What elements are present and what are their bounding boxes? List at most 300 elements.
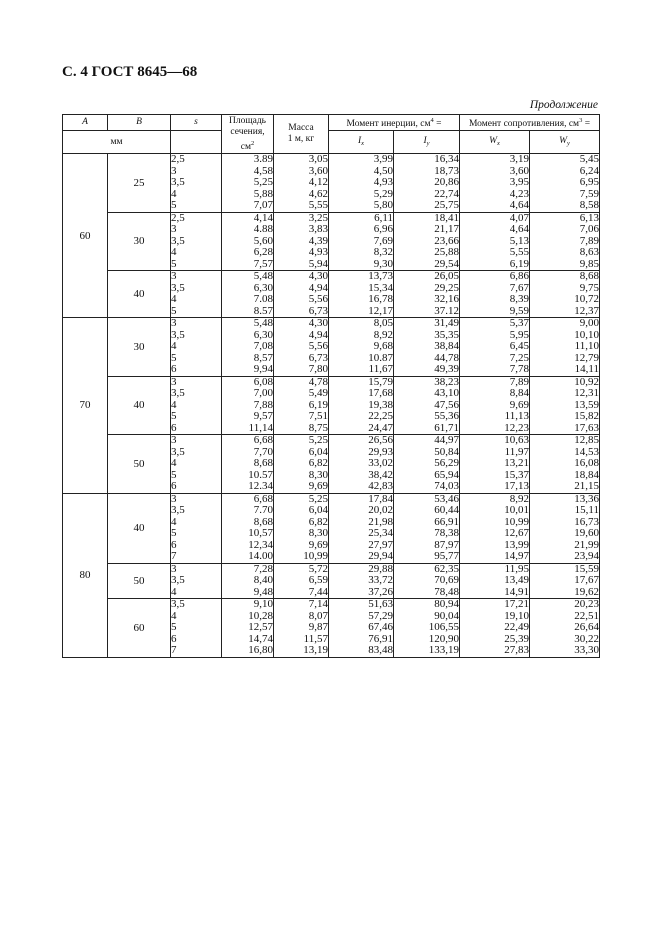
value-thickness: 4 <box>171 246 177 258</box>
value-wx: 8,39 <box>509 293 529 305</box>
value-ix: 13,73 <box>368 270 393 282</box>
cell-iy <box>394 318 460 377</box>
value-area: 12,34 <box>248 538 273 551</box>
table-row <box>63 599 600 658</box>
value-wy: 12,79 <box>574 351 600 364</box>
value-ix: 9,30 <box>373 257 393 270</box>
value-wy: 6,24 <box>579 164 600 177</box>
cell-iy <box>394 154 460 213</box>
value-area: 8,68 <box>253 457 273 469</box>
value-thickness: 4 <box>171 585 177 598</box>
value-area: 16,80 <box>248 644 273 656</box>
value-wx: 6,19 <box>509 257 529 270</box>
value-iy: 18,73 <box>434 164 459 177</box>
value-wy: 21,15 <box>574 480 600 492</box>
value-thickness: 3 <box>171 317 177 329</box>
value-wx: 8,92 <box>509 492 529 505</box>
value-mass: 9,87 <box>308 621 328 633</box>
value-wy: 13,36 <box>574 492 600 505</box>
value-iy: 47,56 <box>434 398 459 411</box>
value-ix: 21,98 <box>368 515 393 528</box>
value-area: 10,28 <box>248 609 273 622</box>
value-wy: 9,75 <box>579 281 600 294</box>
value-thickness: 5 <box>171 257 177 270</box>
value-mass: 4,78 <box>308 375 328 388</box>
value-thickness: 5 <box>171 410 177 422</box>
cell-mass <box>274 493 329 563</box>
value-wx: 27,83 <box>504 644 529 656</box>
value-thickness: 5 <box>171 621 177 633</box>
header-mass-line1: Масса <box>288 123 314 133</box>
cell-wx <box>460 599 530 658</box>
value-mass: 5,94 <box>308 257 328 270</box>
value-mass: 9,69 <box>308 538 328 551</box>
value-mass: 7,44 <box>308 585 328 598</box>
value-area: 5,60 <box>253 234 273 247</box>
value-wy: 8,58 <box>579 199 600 211</box>
value-mass: 6,59 <box>308 574 328 586</box>
value-ix: 83,48 <box>368 644 393 656</box>
value-area: 4.88 <box>253 223 273 235</box>
value-mass: 6,04 <box>308 445 328 458</box>
cell-b: 40 <box>108 493 171 563</box>
value-iy: 38,23 <box>434 375 459 388</box>
value-iy: 61,71 <box>434 421 459 434</box>
cell-area <box>222 493 274 563</box>
value-thickness: 3,5 <box>171 504 185 516</box>
value-wy: 10,92 <box>574 375 600 388</box>
value-wy: 6,13 <box>579 211 600 224</box>
cell-mass <box>274 154 329 213</box>
value-iy: 50,84 <box>434 445 459 458</box>
value-wx: 12,23 <box>504 421 529 434</box>
value-thickness: 3,5 <box>171 387 185 399</box>
value-thickness: 4 <box>171 398 177 411</box>
value-area: 8,40 <box>253 574 273 586</box>
value-ix: 17,68 <box>368 387 393 399</box>
value-area: 9,48 <box>253 585 273 598</box>
value-wx: 4,64 <box>509 223 529 235</box>
cell-area <box>222 318 274 377</box>
value-ix: 8,05 <box>373 317 393 329</box>
value-wy: 18,84 <box>574 468 600 481</box>
value-mass: 8,07 <box>308 609 328 622</box>
value-wy: 21,99 <box>574 538 600 551</box>
value-ix: 6,96 <box>373 223 393 235</box>
value-wy: 19,62 <box>574 585 600 598</box>
value-mass: 4,93 <box>308 246 328 258</box>
value-iy: 16,34 <box>434 153 459 165</box>
cell-wx <box>460 563 530 599</box>
value-ix: 19,38 <box>368 398 393 411</box>
value-thickness: 3,5 <box>171 234 185 247</box>
header-area-line2: сечения, <box>230 126 265 137</box>
value-iy: 70,69 <box>434 574 459 586</box>
cell-wy <box>530 435 600 494</box>
value-thickness: 3 <box>171 434 177 446</box>
header-wx <box>460 131 530 154</box>
table-row <box>63 493 600 563</box>
value-iy: 25,88 <box>434 246 459 258</box>
value-area: 7,70 <box>253 445 273 458</box>
value-area: 6,30 <box>253 328 273 341</box>
value-thickness: 6 <box>171 480 177 492</box>
value-ix: 29,93 <box>368 445 393 458</box>
value-iy: 60,44 <box>434 504 459 516</box>
header-mass <box>274 115 329 154</box>
header-iy <box>394 131 460 154</box>
value-area: 6,28 <box>253 246 273 258</box>
header-iy-sub: y <box>426 139 430 147</box>
value-wy: 15,11 <box>574 504 600 516</box>
header-inertia <box>329 115 460 131</box>
cell-iy <box>394 376 460 435</box>
value-wy: 15,59 <box>574 562 600 575</box>
value-area: 12.34 <box>248 480 273 492</box>
value-wx: 7,78 <box>509 363 529 375</box>
value-thickness: 3,5 <box>171 598 185 610</box>
cell-wx <box>460 435 530 494</box>
header-wx-letter: W <box>489 135 498 146</box>
header-resistance-label: Момент сопротивления, см <box>468 119 580 129</box>
cell-thickness <box>171 435 222 494</box>
cell-a: 70 <box>63 318 108 494</box>
header-wy-letter: W <box>559 135 568 146</box>
cell-mass <box>274 563 329 599</box>
header-area-unit-exp: 2 <box>250 139 255 147</box>
cell-area <box>222 599 274 658</box>
header-area-line1: Площадь <box>228 115 267 126</box>
value-mass: 8,75 <box>308 421 328 434</box>
value-iy: 32,16 <box>434 293 459 305</box>
value-mass: 3,05 <box>308 153 328 165</box>
value-ix: 8,92 <box>373 328 393 341</box>
value-iy: 87,97 <box>434 538 459 551</box>
value-wy: 10,10 <box>574 328 600 341</box>
value-area: 7.08 <box>253 293 273 305</box>
cell-mass <box>274 435 329 494</box>
value-ix: 22,25 <box>368 410 393 422</box>
value-area: 9,94 <box>253 363 273 375</box>
value-wx: 13,49 <box>504 574 529 586</box>
cell-b: 25 <box>108 154 171 213</box>
cell-ix <box>329 318 394 377</box>
value-mass: 4,62 <box>308 187 328 200</box>
value-wx: 15,37 <box>504 468 529 481</box>
table-row <box>63 376 600 435</box>
value-area: 7,28 <box>253 562 273 575</box>
value-wx: 6,86 <box>509 270 529 282</box>
value-mass: 6,73 <box>308 351 328 364</box>
value-wx: 3,19 <box>509 153 529 165</box>
header-inertia-label: Момент инерции, см <box>346 119 431 129</box>
value-wy: 19,60 <box>574 527 600 539</box>
value-ix: 20,02 <box>368 504 393 516</box>
value-iy: 25,75 <box>434 199 459 211</box>
value-ix: 67,46 <box>368 621 393 633</box>
value-ix: 26,56 <box>368 434 393 446</box>
value-mass: 6,82 <box>308 457 328 469</box>
value-wy: 23,94 <box>574 550 600 562</box>
header-wy-sub: y <box>567 139 570 147</box>
cell-iy <box>394 271 460 318</box>
cell-ix <box>329 493 394 563</box>
value-wy: 17,67 <box>574 574 600 586</box>
value-wy: 16,08 <box>574 457 600 469</box>
value-thickness: 5 <box>171 199 177 211</box>
header-inertia-exp: 4 <box>430 117 434 124</box>
cell-area <box>222 435 274 494</box>
value-thickness: 2,5 <box>171 211 185 224</box>
value-iy: 106,55 <box>428 621 459 633</box>
value-wx: 5,13 <box>509 234 529 247</box>
page-header: С. 4 ГОСТ 8645—68 <box>62 64 198 80</box>
value-ix: 57,29 <box>368 609 393 622</box>
value-thickness: 4 <box>171 187 177 200</box>
value-wx: 8,84 <box>509 387 529 399</box>
value-mass: 5,55 <box>308 199 328 211</box>
cell-mass <box>274 271 329 318</box>
value-iy: 29,54 <box>434 257 459 270</box>
value-iy: 43,10 <box>434 387 459 399</box>
value-area: 5,88 <box>253 187 273 200</box>
value-mass: 4,94 <box>308 328 328 341</box>
value-wy: 12,85 <box>574 434 600 446</box>
header-mm: мм <box>63 131 171 154</box>
value-iy: 55,36 <box>434 410 459 422</box>
value-wx: 5,55 <box>509 246 529 258</box>
cell-thickness <box>171 212 222 271</box>
value-iy: 62,35 <box>434 562 459 575</box>
value-thickness: 4 <box>171 293 177 305</box>
continuation-label: Продолжение <box>529 99 598 111</box>
cell-b: 50 <box>108 563 171 599</box>
value-thickness: 7 <box>171 644 177 656</box>
value-wx: 4,07 <box>509 211 529 224</box>
value-thickness: 3,5 <box>171 574 185 586</box>
cell-thickness <box>171 318 222 377</box>
value-wx: 13,99 <box>504 538 529 551</box>
value-wx: 14,97 <box>504 550 529 562</box>
value-wy: 16,73 <box>574 515 600 528</box>
value-area: 4,14 <box>253 211 273 224</box>
value-area: 6,30 <box>253 281 273 294</box>
value-ix: 5,29 <box>373 187 393 200</box>
value-ix: 27,97 <box>368 538 393 551</box>
cell-wy <box>530 154 600 213</box>
cell-mass <box>274 212 329 271</box>
value-ix: 12,17 <box>368 304 393 317</box>
cell-thickness <box>171 154 222 213</box>
value-iy: 31,49 <box>434 317 459 329</box>
value-ix: 4,93 <box>373 176 393 188</box>
value-ix: 24,47 <box>368 421 393 434</box>
value-thickness: 6 <box>171 363 177 375</box>
cell-ix <box>329 271 394 318</box>
value-iy: 90,04 <box>434 609 459 622</box>
value-iy: 44,97 <box>434 434 459 446</box>
cell-ix <box>329 599 394 658</box>
cell-ix <box>329 563 394 599</box>
value-iy: 66,91 <box>434 515 459 528</box>
value-wy: 14,11 <box>574 363 600 375</box>
value-mass: 5,72 <box>308 562 328 575</box>
value-wx: 12,67 <box>504 527 529 539</box>
value-area: 6,68 <box>253 492 273 505</box>
cell-wx <box>460 154 530 213</box>
value-wy: 33,30 <box>574 644 600 656</box>
header-area <box>222 115 274 154</box>
value-thickness: 5 <box>171 527 177 539</box>
value-ix: 29,94 <box>368 550 393 562</box>
value-wx: 11,95 <box>504 562 529 575</box>
value-wx: 10,63 <box>504 434 529 446</box>
cell-area <box>222 212 274 271</box>
value-mass: 6,19 <box>308 398 328 411</box>
value-mass: 5,56 <box>308 340 328 352</box>
cell-area <box>222 154 274 213</box>
value-ix: 33,72 <box>368 574 393 586</box>
value-mass: 6,04 <box>308 504 328 516</box>
value-wx: 17,21 <box>504 598 529 610</box>
value-mass: 6,82 <box>308 515 328 528</box>
value-area: 9,10 <box>253 598 273 610</box>
value-wy: 22,51 <box>574 609 600 622</box>
value-wy: 17,63 <box>574 421 600 434</box>
cell-wy <box>530 376 600 435</box>
value-ix: 17,84 <box>368 492 393 505</box>
value-iy: 65,94 <box>434 468 459 481</box>
value-iy: 38,84 <box>434 340 459 352</box>
value-area: 4,58 <box>253 164 273 177</box>
value-thickness: 3,5 <box>171 328 185 341</box>
value-ix: 25,34 <box>368 527 393 539</box>
table-row <box>63 154 600 213</box>
value-iy: 74,03 <box>434 480 459 492</box>
header-iy-letter: I <box>423 135 427 146</box>
header-ix-letter: I <box>357 135 362 146</box>
value-thickness: 7 <box>171 550 177 562</box>
value-thickness: 3 <box>171 492 177 505</box>
cell-thickness <box>171 376 222 435</box>
header-resistance <box>460 115 600 131</box>
value-wy: 5,45 <box>579 153 600 165</box>
value-thickness: 4 <box>171 340 177 352</box>
header-wy <box>530 131 600 154</box>
header-wx-sub: x <box>497 139 500 147</box>
cell-ix <box>329 376 394 435</box>
value-area: 5,25 <box>253 176 273 188</box>
value-wx: 9,69 <box>509 398 529 411</box>
value-area: 7,88 <box>253 398 273 411</box>
value-ix: 16,78 <box>368 293 393 305</box>
value-iy: 20,86 <box>434 176 459 188</box>
header-area-unit <box>222 138 273 153</box>
cell-iy <box>394 563 460 599</box>
value-iy: 21,17 <box>434 223 459 235</box>
value-mass: 4,12 <box>308 176 328 188</box>
value-mass: 7,51 <box>308 410 328 422</box>
value-area: 14.00 <box>248 550 273 562</box>
value-wx: 11,97 <box>504 445 529 458</box>
value-mass: 4,39 <box>308 234 328 247</box>
value-area: 7,07 <box>253 199 273 211</box>
value-wx: 9,59 <box>509 304 529 317</box>
value-ix: 42,83 <box>368 480 393 492</box>
cell-b: 40 <box>108 271 171 318</box>
value-thickness: 3,5 <box>171 445 185 458</box>
cell-thickness <box>171 563 222 599</box>
value-iy: 26,05 <box>434 270 459 282</box>
table-row <box>63 318 600 377</box>
value-wy: 11,10 <box>574 340 600 352</box>
value-area: 3.89 <box>253 153 273 165</box>
cell-ix <box>329 154 394 213</box>
cell-mass <box>274 599 329 658</box>
value-wx: 11,13 <box>504 410 529 422</box>
value-thickness: 3 <box>171 270 177 282</box>
value-thickness: 3 <box>171 164 177 177</box>
value-ix: 6,11 <box>374 211 393 224</box>
value-mass: 9,69 <box>308 480 328 492</box>
value-area: 10.57 <box>248 468 273 481</box>
value-wy: 7,06 <box>579 223 600 235</box>
value-wx: 25,39 <box>504 632 529 645</box>
value-thickness: 2,5 <box>171 153 185 165</box>
value-mass: 3,25 <box>308 211 328 224</box>
value-mass: 7,14 <box>308 598 328 610</box>
table-row <box>63 271 600 318</box>
value-thickness: 3 <box>171 375 177 388</box>
cell-mass <box>274 376 329 435</box>
value-wx: 6,45 <box>509 340 529 352</box>
value-wx: 4,64 <box>509 199 529 211</box>
cell-wy <box>530 271 600 318</box>
header-b: B <box>108 115 171 131</box>
value-wx: 14,91 <box>504 585 529 598</box>
cell-mass <box>274 318 329 377</box>
value-ix: 10.87 <box>368 351 393 364</box>
cell-b: 30 <box>108 318 171 377</box>
value-wy: 10,72 <box>574 293 600 305</box>
value-ix: 51,63 <box>368 598 393 610</box>
cell-wy <box>530 493 600 563</box>
value-iy: 95,77 <box>434 550 459 562</box>
cell-iy <box>394 435 460 494</box>
cell-b: 60 <box>108 599 171 658</box>
table-row <box>63 212 600 271</box>
value-area: 12,57 <box>248 621 273 633</box>
value-ix: 11,67 <box>368 363 393 375</box>
value-ix: 8,32 <box>373 246 393 258</box>
value-mass: 13,19 <box>303 644 328 656</box>
value-mass: 7,80 <box>308 363 328 375</box>
cell-b: 40 <box>108 376 171 435</box>
value-wy: 9,85 <box>579 257 600 270</box>
value-wx: 3,60 <box>509 164 529 177</box>
header-area-unit-text: см <box>240 141 251 152</box>
value-mass: 11,57 <box>303 632 328 645</box>
cell-area <box>222 271 274 318</box>
value-area: 7,57 <box>253 257 273 270</box>
value-thickness: 3,5 <box>171 281 185 294</box>
cell-wx <box>460 493 530 563</box>
value-area: 5,48 <box>253 317 273 329</box>
value-thickness: 5 <box>171 351 177 364</box>
value-mass: 8,30 <box>308 527 328 539</box>
header-mass-line2: 1 м, кг <box>287 134 315 144</box>
header-ix <box>329 131 394 154</box>
